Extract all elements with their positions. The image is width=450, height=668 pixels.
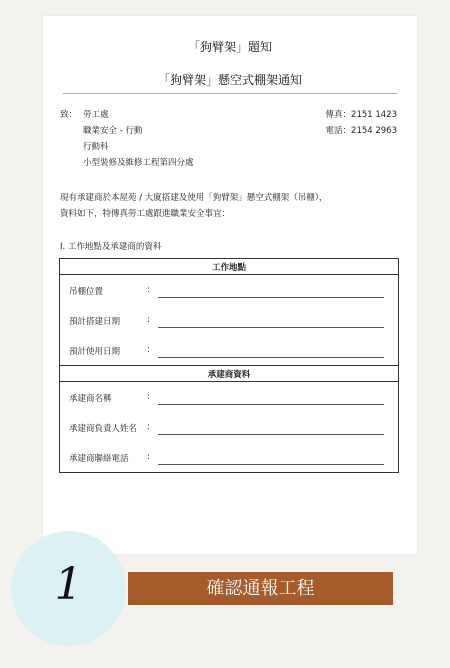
field-colon: : [147,452,150,462]
info-form-table [59,258,399,473]
step-label: 確認通報工程 [206,578,315,599]
step-number-circle [11,531,126,646]
fax-number: 傳真：2151 1423 [325,110,397,120]
step-number: 1 [54,559,83,610]
phone-number: 電話：2154 2963 [325,126,397,136]
form-field-contractor-name [60,382,398,412]
field-label: 承建商名稱 [69,394,112,404]
field-label: 預計搭建日期 [69,317,121,327]
to-label: 致： [60,110,78,120]
intro-text: 現有承建商於本屋苑 / 大廈搭建及使用「狗臂架」懸空式棚架（吊棚）， [60,193,328,203]
field-colon: : [147,315,150,325]
recipient-line: 小型裝修及維修工程第四分處 [83,158,194,168]
field-colon: : [147,392,150,402]
blank-line[interactable] [158,434,384,435]
field-label: 承建商聯絡電話 [69,454,129,464]
form-field-contact-phone [60,442,398,472]
table-header-contractor-info: 承建商資料 [60,366,399,382]
field-colon: : [147,422,150,432]
step-label-banner [128,572,393,605]
blank-line[interactable] [158,327,384,328]
recipient-line: 行動科 [83,142,109,152]
table-header-work-location: 工作地點 [60,259,399,275]
form-field-usage-date [60,335,398,365]
field-label: 吊棚位置 [69,287,104,297]
blank-line[interactable] [158,464,384,465]
section-title: I. 工作地點及承建商的資料 [60,242,162,252]
notice-document [43,16,417,554]
title-divider [63,93,397,94]
document-title: 「狗臂架」題知 [187,40,272,54]
recipient-line: 職業安全 - 行動 [83,126,143,136]
blank-line[interactable] [158,297,384,298]
blank-line[interactable] [158,404,384,405]
form-field-erection-date [60,305,398,335]
form-field-scaffold-location [60,275,398,305]
form-field-responsible-person [60,412,398,442]
intro-text: 資料如下，特傳真勞工處跟進職業安全事宜： [60,209,231,219]
field-colon: : [147,345,150,355]
field-colon: : [147,285,150,295]
blank-line[interactable] [158,357,384,358]
field-label: 預計使用日期 [69,347,121,357]
recipient-line: 勞工處 [83,110,109,120]
document-subtitle: 「狗臂架」懸空式棚架通知 [157,73,302,87]
field-label: 承建商負責人姓名 [69,424,138,434]
